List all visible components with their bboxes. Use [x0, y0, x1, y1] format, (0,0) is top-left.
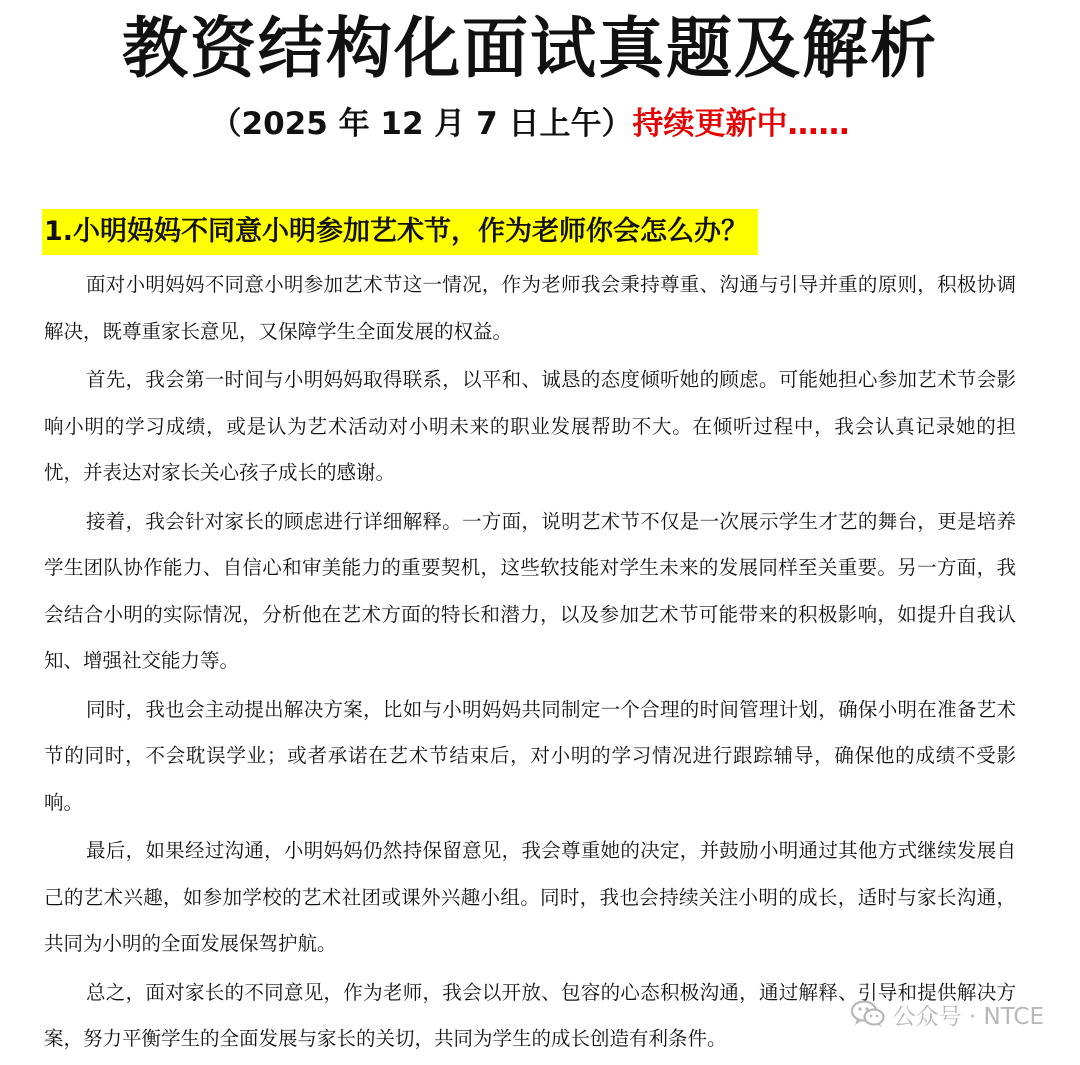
subtitle-date: （2025 年 12 月 7 日上午）	[210, 106, 633, 142]
answer-paragraph-summary: 总之，面对家长的不同意见，作为老师，我会以开放、包容的心态积极沟通，通过解释、引导和提供解决方案，努力平衡学生的全面发展与家长的关切，共同为学生的成长创造有利条件。	[44, 980, 1016, 1050]
answer-paragraph-intro: 面对小明妈妈不同意小明参加艺术节这一情况，作为老师我会秉持尊重、沟通与引导并重的原则，积极协调解决，既尊重家长意见，又保障学生全面发展的权益。	[44, 273, 1016, 343]
update-status: 持续更新中……	[632, 106, 850, 142]
answer-body	[44, 262, 1016, 1065]
question-heading: 1.小明妈妈不同意小明参加艺术节，作为老师你会怎么办？	[42, 209, 758, 255]
answer-paragraph-first: 首先，我会第一时间与小明妈妈取得联系，以平和、诚恳的态度倾听她的顾虑。可能她担心参加艺术节会影响小明的学习成绩，或是认为艺术活动对小明未来的职业发展帮助不大。在倾听过程中，我会认真记录她的担忧，并表达对家长关心孩子成长的感谢。	[44, 368, 1016, 484]
answer-paragraph-next: 接着，我会针对家长的顾虑进行详细解释。一方面，说明艺术节不仅是一次展示学生才艺的舞台，更是培养学生团队协作能力、自信心和审美能力的重要契机，这些软技能对学生未来的发展同样至关重要。另一方面，我会结合小明的实际情况，分析他在艺术方面的特长和潜力，以及参加艺术节可能带来的积极影响，如提升自我认知、增强社交能力等。	[44, 509, 1016, 672]
wechat-icon	[851, 1000, 885, 1028]
watermark	[851, 994, 1044, 1034]
page-title: 教资结构化面试真题及解析	[122, 10, 938, 87]
subtitle	[0, 102, 1060, 146]
watermark-text: 公众号 · NTCE	[892, 1003, 1044, 1030]
answer-paragraph-finally: 最后，如果经过沟通，小明妈妈仍然持保留意见，我会尊重她的决定，并鼓励小明通过其他方式继续发展自己的艺术兴趣，如参加学校的艺术社团或课外兴趣小组。同时，我也会持续关注小明的成长，适时与家长沟通，共同为小明的全面发展保驾护航。	[44, 839, 1016, 955]
answer-paragraph-meanwhile: 同时，我也会主动提出解决方案，比如与小明妈妈共同制定一个合理的时间管理计划，确保小明在准备艺术节的同时，不会耽误学业；或者承诺在艺术节结束后，对小明的学习情况进行跟踪辅导，确保他的成绩不受影响。	[44, 697, 1016, 814]
